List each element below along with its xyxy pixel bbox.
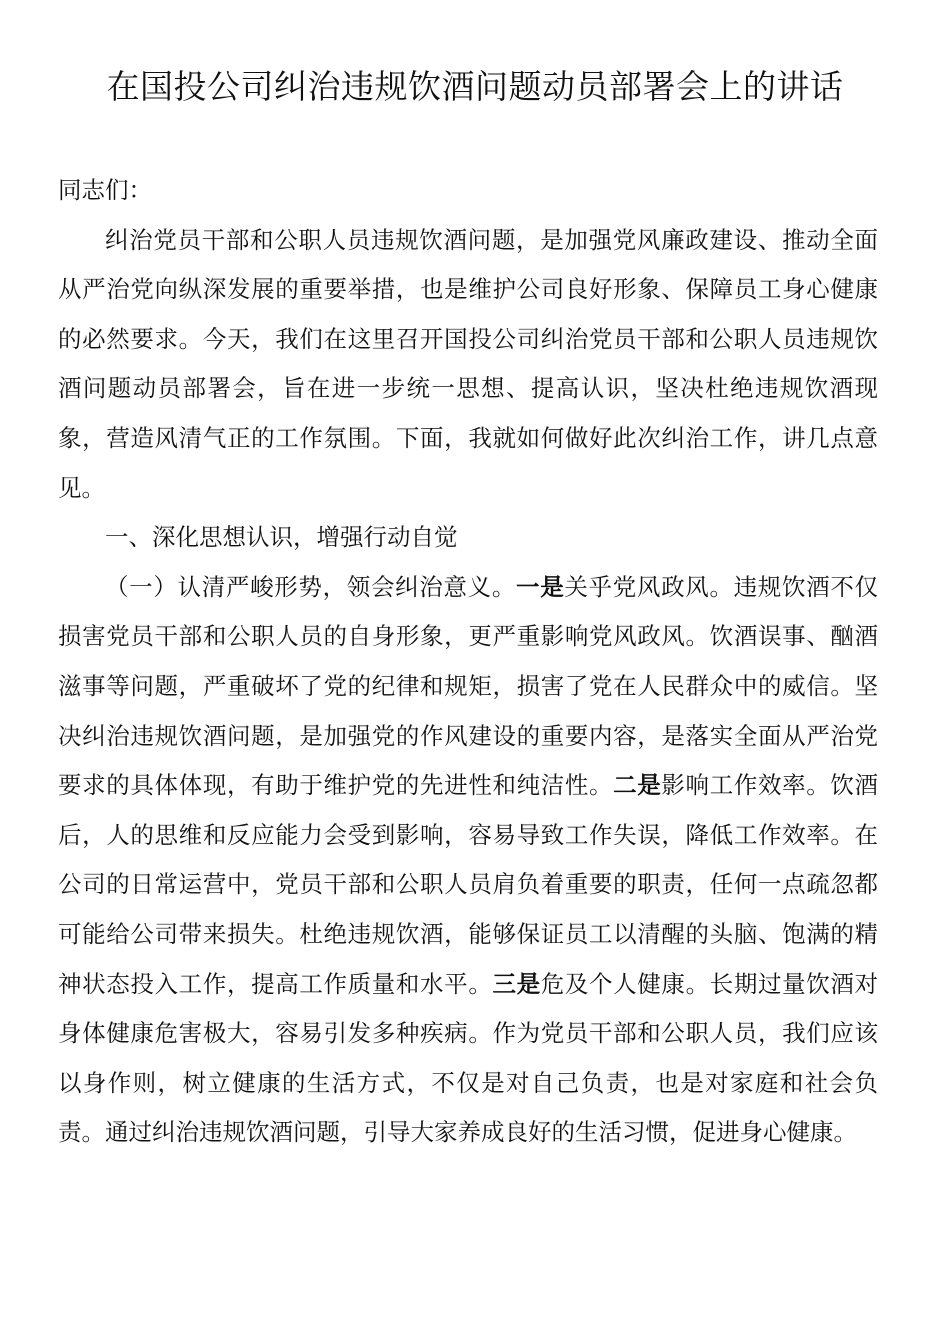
point-2-label: 二是 — [613, 771, 662, 800]
document-title: 在国投公司纠治违规饮酒问题动员部署会上的讲话 — [106, 67, 844, 106]
intro-paragraph: 纠治党员干部和公职人员违规饮酒问题，是加强党风廉政建设、推动全面从严治党向纵深发展的重要举措，也是维护公司良好形象、保障员工身心健康的必然要求。今天，我们在这里召开国投公司纠治党员干部和公职人员违规饮酒问题动员部署会，旨在进一步统一思想、提高认识，坚决杜绝违规饮酒现象，营造风清气正的工作氛围。下面，我就如何做好此次纠治工作，讲几点意见。 — [58, 225, 878, 502]
point-3-label: 三是 — [492, 969, 541, 998]
salutation: 同志们： — [58, 176, 152, 204]
point-2-text: 影响工作效率。饮酒后，人的思维和反应能力会受到影响，容易导致工作失误，降低工作效率。在公司的日常运营中，党员干部和公职人员肩负着重要的职责，任何一点疏忽都可能给公司带来损失。杜绝违规饮酒，能够保证员工以清醒的头脑、饱满的精神状态投入工作，提高工作质量和水平。 — [58, 771, 879, 998]
subsection-paragraph — [58, 563, 878, 1158]
section-heading: 一、深化思想认识，增强行动自觉 — [105, 523, 458, 552]
point-1-text: 关乎党风政风。违规饮酒不仅损害党员干部和公职人员的自身形象，更严重影响党风政风。饮酒误事、酗酒滋事等问题，严重破坏了党的纪律和规矩，损害了党在人民群众中的威信。坚决纠治违规饮酒问题，是加强党的作风建设的重要内容，是落实全面从严治党要求的具体体现，有助于维护党的先进性和纯洁性。 — [58, 572, 879, 800]
point-1-label: 一是 — [516, 572, 565, 601]
point-3-text: 危及个人健康。长期过量饮酒对身体健康危害极大，容易引发多种疾病。作为党员干部和公职人员，我们应该以身作则，树立健康的生活方式，不仅是对自己负责，也是对家庭和社会负责。通过纠治违规饮酒问题，引导大家养成良好的生活习惯，促进身心健康。 — [58, 969, 879, 1147]
document-body — [58, 166, 878, 1158]
subsection-heading: （一）认清严峻形势，领会纠治意义。 — [105, 572, 517, 601]
